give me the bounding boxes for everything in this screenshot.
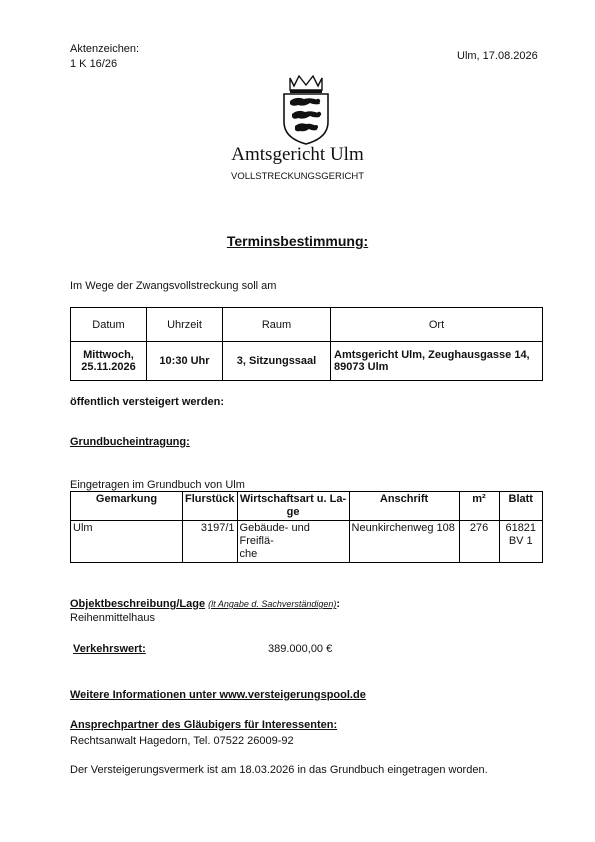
case-number-block <box>70 42 139 72</box>
cell-ort: Amtsgericht Ulm, Zeughausgasse 14, 89073 Ulm <box>331 342 543 381</box>
header-anschrift: Anschrift <box>349 492 459 521</box>
intro-text: Im Wege der Zwangsvollstreckung soll am <box>70 280 277 292</box>
header-raum: Raum <box>223 308 331 342</box>
cell-uhrzeit: 10:30 Uhr <box>147 342 223 381</box>
info-link-text: Weitere Informationen unter www.versteigerungspool.de <box>70 689 366 701</box>
cell-m2: 276 <box>459 521 499 563</box>
court-name: Amtsgericht Ulm <box>231 144 364 165</box>
object-description-note: (lt Angabe d. Sachverständigen) <box>208 599 337 609</box>
case-number-label: Aktenzeichen: <box>70 43 140 55</box>
hearing-table <box>70 307 543 381</box>
datum-date: 25.11.2026 <box>81 361 136 373</box>
header-flurstueck: Flurstück <box>183 492 238 521</box>
cell-gemarkung: Ulm <box>71 521 183 563</box>
case-number-value: 1 K 16/26 <box>70 58 118 70</box>
court-department: VOLLSTRECKUNGSGERICHT <box>230 171 365 182</box>
land-register-heading: Grundbucheintragung: <box>70 436 190 448</box>
wirtschaftsart-header-line1: Wirtschaftsart u. La- <box>239 493 347 505</box>
hearing-table-row <box>71 342 543 381</box>
object-description-heading <box>70 598 340 610</box>
cell-wirtschaftsart <box>237 521 349 563</box>
register-note: Der Versteigerungsvermerk ist am 18.03.2026 in das Grundbuch eingetragen worden. <box>70 764 488 776</box>
hearing-table-header-row <box>71 308 543 342</box>
contact-heading: Ansprechpartner des Gläubigers für Interessenten: <box>70 719 338 731</box>
header-m2: m² <box>459 492 499 521</box>
cell-anschrift: Neunkirchenweg 108 <box>349 521 459 563</box>
wirtschaftsart-header-line2: ge <box>286 506 300 518</box>
land-register-intro: Eingetragen im Grundbuch von Ulm <box>70 479 245 491</box>
contact-value: Rechtsanwalt Hagedorn, Tel. 07522 26009-92 <box>70 735 294 747</box>
header-datum: Datum <box>71 308 147 342</box>
header-gemarkung: Gemarkung <box>71 492 183 521</box>
blatt-number: 61821 <box>505 522 537 534</box>
header-wirtschaftsart <box>237 492 349 521</box>
wirtschaftsart-line2: che <box>239 548 258 560</box>
wirtschaftsart-line1: Gebäude- und Freiflä- <box>239 522 310 547</box>
land-register-row <box>71 521 543 563</box>
market-value-label: Verkehrswert: <box>73 643 146 655</box>
datum-weekday: Mittwoch, <box>83 349 134 361</box>
object-description-label: Objektbeschreibung/Lage <box>70 598 206 610</box>
document-title: Terminsbestimmung: <box>226 233 369 249</box>
market-value-amount: 389.000,00 € <box>268 643 333 655</box>
object-description-colon: : <box>336 598 341 610</box>
cell-raum: 3, Sitzungssaal <box>223 342 331 381</box>
auction-statement: öffentlich versteigert werden: <box>70 396 225 408</box>
land-register-header-row <box>71 492 543 521</box>
cell-datum <box>71 342 147 381</box>
cell-blatt <box>499 521 542 563</box>
land-register-table <box>70 491 543 563</box>
header-ort: Ort <box>331 308 543 342</box>
header-blatt: Blatt <box>499 492 542 521</box>
cell-flurstueck: 3197/1 <box>183 521 238 563</box>
object-description-value: Reihenmittelhaus <box>70 612 155 624</box>
coat-of-arms-icon <box>280 74 332 146</box>
blatt-bv: BV 1 <box>508 535 533 547</box>
place-date: Ulm, 17.08.2026 <box>457 50 538 62</box>
header-uhrzeit: Uhrzeit <box>147 308 223 342</box>
